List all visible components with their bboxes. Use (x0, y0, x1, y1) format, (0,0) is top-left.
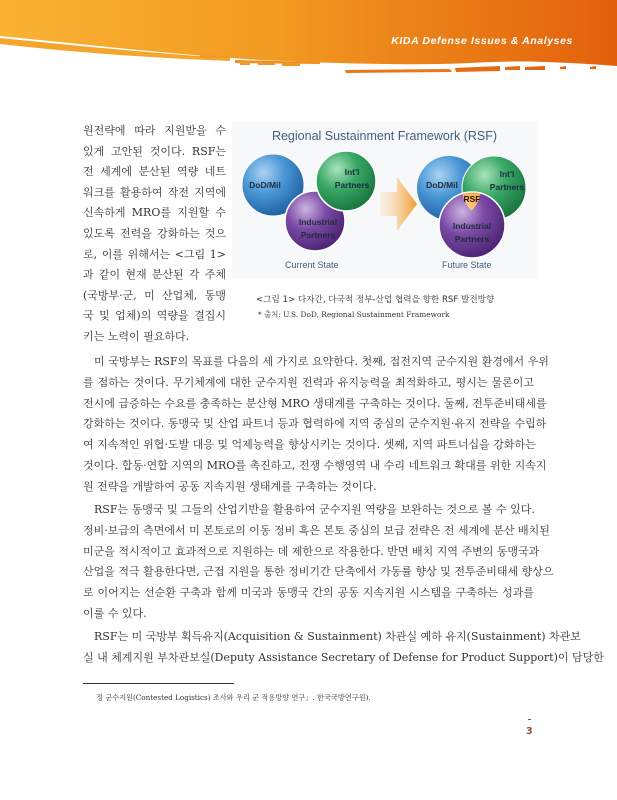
footnote: 정 군수지원(Contested Logistics) 조사와 우리 군 적용방향 연구」. 한국국방연구원). (96, 693, 371, 702)
text-line: 실 내 체계지원 부차관보실(Deputy Assistance Secretary of Defense for Product Support)이 담당한 (83, 650, 604, 664)
page-number-mark (528, 719, 531, 720)
text-line: 원 전략을 개발하여 공동 지속지원 생태계를 구축하는 것이다. (83, 479, 377, 493)
future-state-circles (417, 156, 526, 258)
text-line: 국 및 업체)의 역량을 결집시 (83, 309, 226, 323)
svg-text:Partners: Partners (334, 180, 370, 190)
figure-caption: <그림 1> 다자간, 다국적 정부-산업 협력을 향한 RSF 발전방향 (256, 295, 495, 305)
text-line: RSF는 미 국방부 획득유지(Acquisition & Sustainment) 차관실 예하 유지(Sustainment) 차관보 (94, 630, 581, 643)
footnote-divider (83, 683, 234, 684)
rsf-venn-diagram (232, 122, 537, 278)
figure-title: Regional Sustainment Framework (RSF) (271, 129, 498, 143)
text-line: 이룰 수 있다. (83, 606, 147, 620)
text-line: (국방부·군, 미 산업체, 동맹 (83, 288, 226, 302)
text-line: 신속하게 MRO를 지원할 수 (83, 206, 226, 220)
text-line: 여 지속적인 위협·도발 대응 및 억제능력을 향상시키는 것이다. 셋째, 지역 파트너십을 강화하는 (83, 438, 536, 452)
rsf-center-label: RSF (463, 194, 481, 204)
text-line: 로 이어지는 선순환 구축과 함께 미국과 동맹국 간의 공동 지속지원 시스템을 구축하는 성과를 (83, 586, 534, 600)
paragraph-rsf-alliances (83, 500, 554, 625)
svg-text:Partners: Partners (489, 182, 525, 192)
text-line: 있게 고안된 것이다. RSF는 (83, 144, 226, 158)
svg-text:DoD/Mil: DoD/Mil (426, 180, 458, 190)
text-line: 것이다. 합동·연합 지역의 MRO를 촉진하고, 전쟁 수행영역 내 수리 네트워크 확대를 위한 지속지 (83, 458, 547, 472)
side-column-text (83, 121, 226, 348)
svg-text:Partners: Partners (454, 234, 490, 244)
text-line: 산업을 적극 활용한다면, 근접 지원을 통한 정비기간 단축에서 가동률 향상 및 전투준비태세 향상으 (83, 565, 554, 579)
text-line: 있도록 전력을 강화하는 것으 (83, 226, 226, 240)
text-line: 강화하는 것이다. 동맹국 및 산업 파트너 등과 협력하에 지역 중심의 군수지원·유지 전략을 수립하 (83, 417, 547, 431)
text-line: RSF는 동맹국 및 그들의 산업기반을 활용하여 군수지원 역량을 보완하는 것으로 볼 수 있다. (94, 503, 535, 516)
svg-text:Int'l: Int'l (499, 169, 515, 179)
label-dod-mil: DoD/Mil (249, 180, 281, 190)
text-line: 로, 이를 위해서는 <그림 1> (83, 247, 226, 261)
text-line: 키는 노력이 필요하다. (83, 329, 190, 343)
current-state-label: Current State (285, 260, 339, 270)
page-number: 3 (526, 726, 533, 737)
svg-text:Industrial: Industrial (452, 221, 492, 231)
paragraph-rsf-goals (83, 352, 549, 498)
future-state-label: Future State (442, 260, 492, 270)
figure-source: * 출처: U.S. DoD, Regional Sustainment Framework (258, 310, 450, 319)
text-line: 워크를 활용하여 작전 지역에 (83, 185, 226, 199)
svg-text:Int'l: Int'l (344, 167, 360, 177)
svg-text:Partners: Partners (300, 230, 336, 240)
text-line: 를 점하는 것이다. 무기체계에 대한 군수지원 전력과 유지능력을 최적화하고, 평시는 물론이고 (83, 375, 534, 389)
current-state-circles (242, 151, 376, 251)
publication-title: KIDA Defense Issues & Analyses (391, 35, 573, 47)
paragraph-rsf-organization (83, 627, 604, 669)
text-line: 정비·보급의 측면에서 미 본토로의 이동 정비 혹은 본토 중심의 보급 전략은 전 세계에 분산 배치된 (83, 523, 550, 537)
text-line: 미군을 적시적이고 효과적으로 지원하는 데 제한으로 작용한다. 반면 배치 지역 주변의 동맹국과 (83, 544, 540, 558)
page-header (0, 0, 617, 90)
text-line: 전 세계에 분산된 역량 네트 (83, 165, 226, 179)
svg-text:Industrial: Industrial (298, 217, 338, 227)
text-line: 원전략에 따라 지원받을 수 (83, 124, 226, 137)
text-line: 과 같이 현재 분산된 각 주체 (83, 268, 226, 282)
text-line: 전시에 급증하는 수요를 충족하는 분산형 MRO 생태계를 구축하는 것이다. 둘째, 전투준비태세를 (83, 396, 547, 410)
rsf-figure (232, 122, 537, 278)
text-line: 미 국방부는 RSF의 목표를 다음의 세 가지로 요약한다. 첫째, 접전지역 군수지원 환경에서 우위 (94, 355, 549, 368)
transition-arrow-icon (380, 177, 417, 231)
